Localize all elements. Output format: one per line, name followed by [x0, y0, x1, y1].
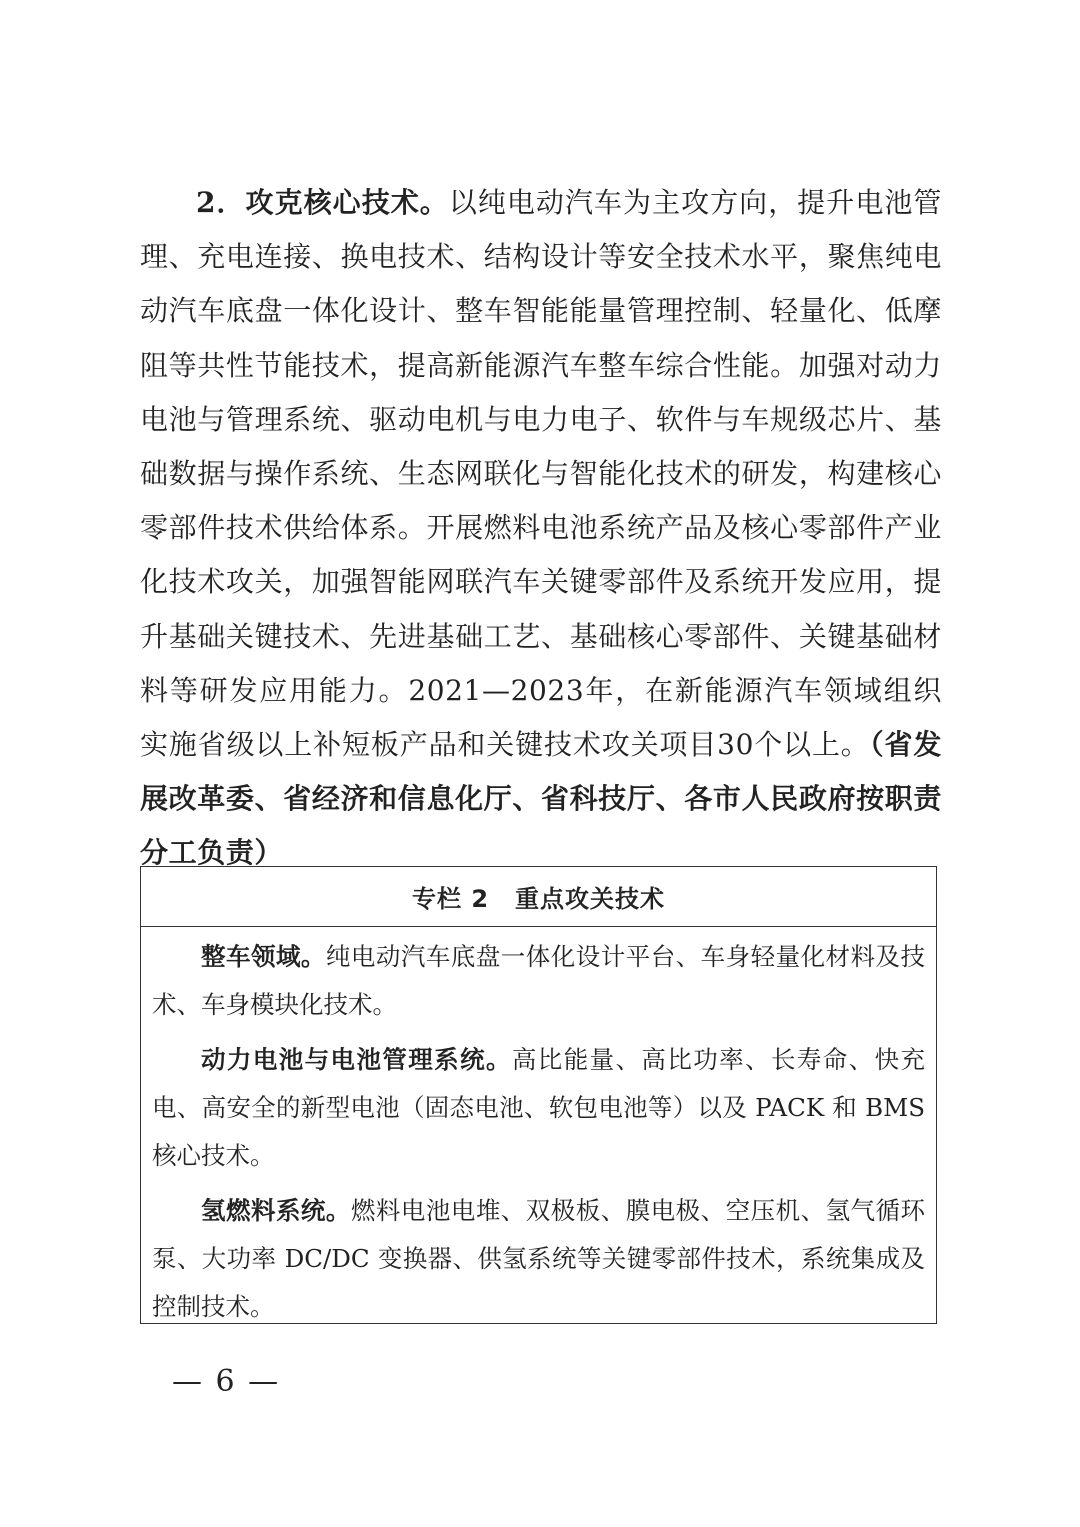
column-item-text: 高比能量、高比功率、长寿命、快充电、高安全的新型电池（固态电池、软包电池等）以及 PACK 和 BMS 核心技术。: [152, 1045, 926, 1170]
section-body: 以纯电动汽车为主攻方向，提升电池管理、充电连接、换电技术、结构设计等安全技术水平，聚焦纯电动汽车底盘一体化设计、整车智能能量管理控制、轻量化、低摩阻等共性节能技术，提高新能源汽车整车综合性能。加强对动力电池与管理系统、驱动电机与电力电子、软件与车规级芯片、基础数据与操作系统、生态网联化与智能化技术的研发，构建核心零部件技术供给体系。开展燃料电池系统产品及核心零部件产业化技术攻关，加强智能网联汽车关键零部件及系统开发应用，提升基础关键技术、先进基础工艺、基础核心零部件、关键基础材料等研发应用能力。2021—2023年，在新能源汽车领域组织实施省级以上补短板产品和关键技术攻关项目30个以上。: [140, 186, 942, 762]
column-item: [152, 1187, 925, 1331]
column-title-text: 重点攻关技术: [515, 885, 666, 913]
column-label: 专栏 2: [411, 885, 490, 913]
column-item-heading: 动力电池与电池管理系统。: [201, 1045, 512, 1074]
column-item-heading: 整车领域。: [201, 942, 326, 971]
section-paragraph: [140, 176, 942, 881]
column-item-text: 纯电动汽车底盘一体化设计平台、车身轻量化材料及技术、车身模块化技术。: [152, 942, 926, 1019]
column-item-heading: 氢燃料系统。: [201, 1196, 351, 1225]
feature-column-box: [140, 866, 937, 1324]
section-heading: 2．攻克核心技术。: [196, 186, 449, 219]
section-responsibility: （省发展改革委、省经济和信息化厅、省科技厅、各市人民政府按职责分工负责）: [140, 728, 942, 870]
column-title: [141, 867, 936, 927]
page-number: — 6 —: [172, 1364, 281, 1399]
column-item: [152, 933, 925, 1029]
column-item-text: 燃料电池电堆、双极板、膜电极、空压机、氢气循环泵、大功率 DC/DC 变换器、供氢系统等关键零部件技术，系统集成及控制技术。: [152, 1196, 926, 1321]
column-body: [141, 927, 936, 1331]
column-item: [152, 1036, 925, 1180]
